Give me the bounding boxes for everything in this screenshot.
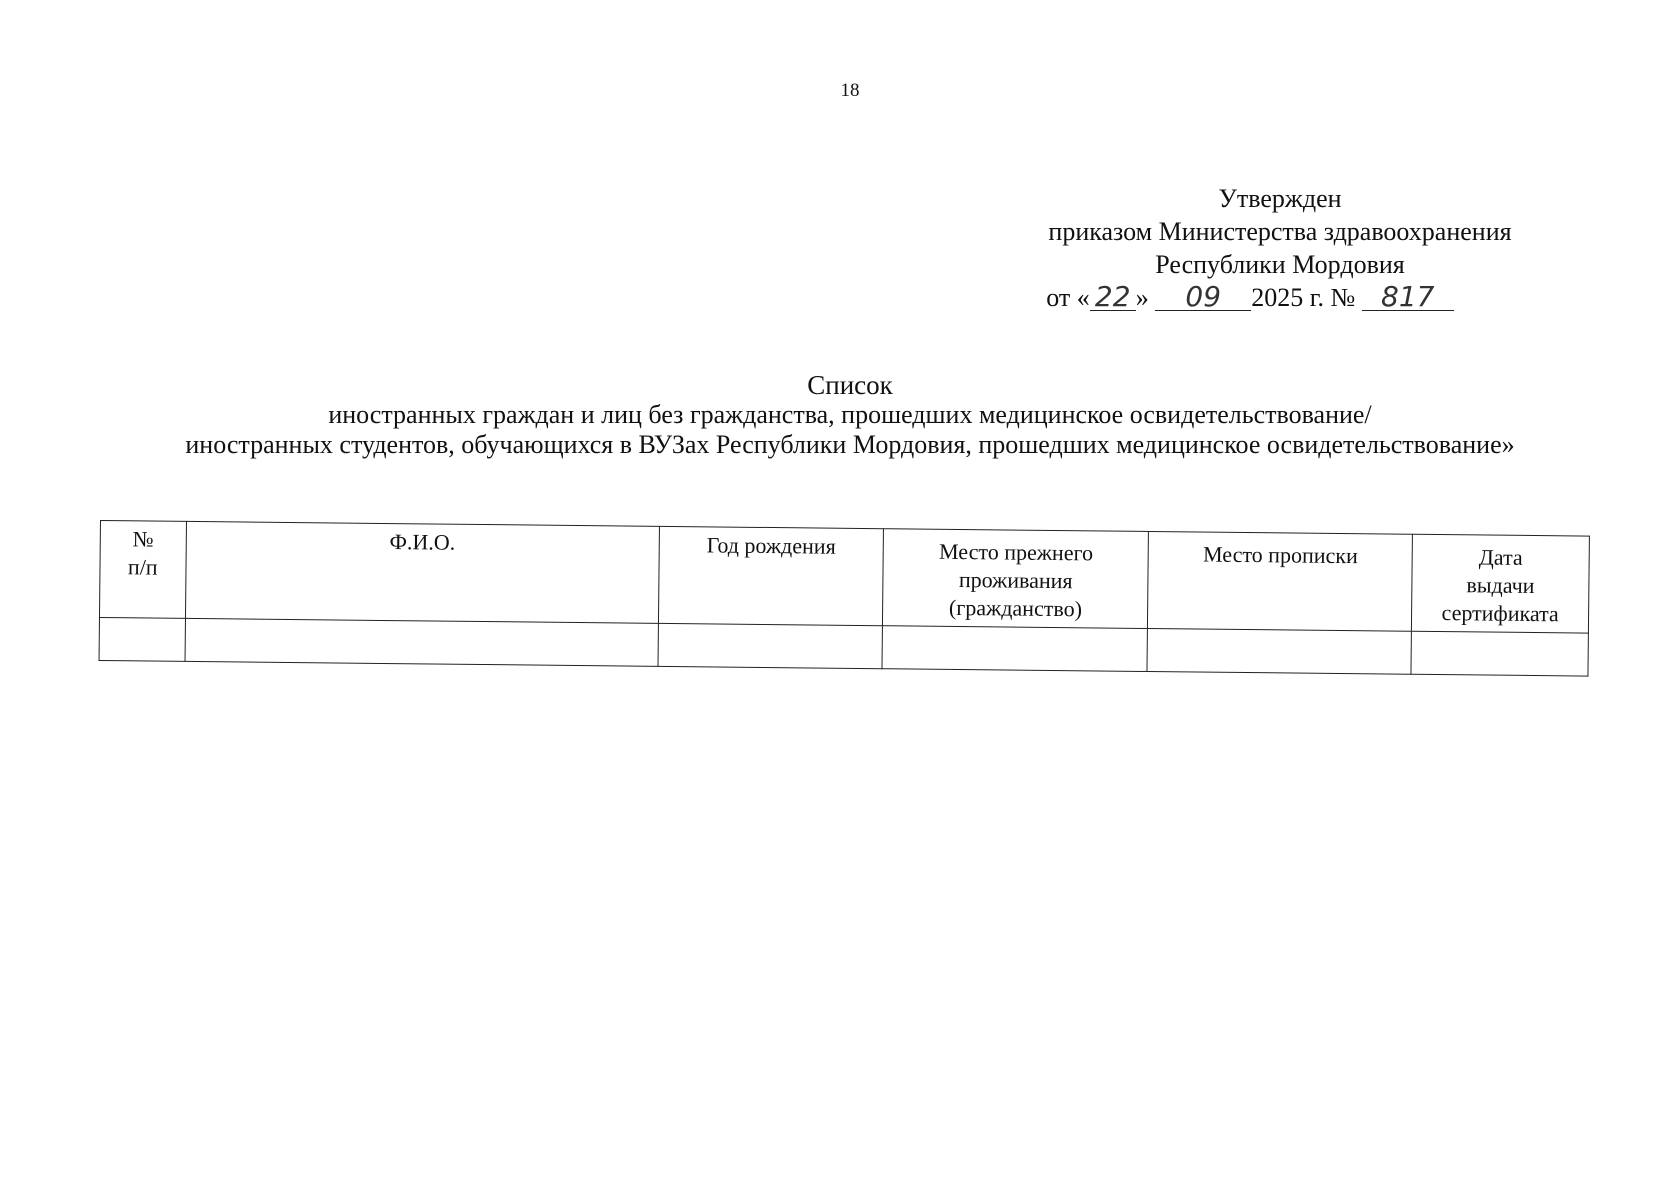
cell-certificate-date xyxy=(1411,631,1588,676)
handwritten-month: 09 xyxy=(1155,284,1251,311)
approval-line-3: Республики Мордовия xyxy=(1155,250,1405,279)
header-date-line-1: Дата xyxy=(1478,544,1523,570)
register-table xyxy=(99,520,1590,677)
header-date-line-3: сертификата xyxy=(1441,600,1559,627)
document-subtitle-line-1: иностранных граждан и лиц без гражданства, прошедших медицинское освидетельствование/ xyxy=(328,400,1372,429)
cell-registration xyxy=(1147,628,1411,674)
header-prev-line-2: проживания xyxy=(958,566,1073,594)
header-date-line-2: выдачи xyxy=(1466,572,1535,599)
date-year-text: 2025 г. № xyxy=(1251,283,1356,312)
header-previous-residence xyxy=(883,529,1149,629)
header-number-line-2: п/п xyxy=(127,554,158,580)
document-title-block xyxy=(80,370,1620,460)
header-certificate-date xyxy=(1412,534,1590,633)
page-number: 18 xyxy=(840,80,860,101)
header-registration xyxy=(1148,531,1413,631)
header-number xyxy=(99,521,186,619)
approval-line-2: приказом Министерства здравоохранения xyxy=(1048,217,1512,246)
header-prev-line-1: Место прежнего xyxy=(938,538,1094,566)
header-prev-line-3: (гражданство) xyxy=(948,594,1083,622)
header-registration-label: Место прописки xyxy=(1202,541,1358,569)
header-birth-year-label: Год рождения xyxy=(706,532,836,559)
approval-line-1: Утвержден xyxy=(1218,184,1342,213)
table-header-row xyxy=(99,521,1589,634)
cell-fio xyxy=(185,618,658,666)
document-title: Список xyxy=(807,370,893,400)
cell-previous-residence xyxy=(882,626,1147,672)
approval-stamp xyxy=(1000,182,1560,314)
document-subtitle-line-2: иностранных студентов, обучающихся в ВУЗах Республики Мордовия, прошедших медицинское освидетельствование» xyxy=(185,430,1515,459)
handwritten-day: 22 xyxy=(1090,284,1136,311)
date-after-day: » xyxy=(1135,283,1149,312)
header-fio xyxy=(185,521,659,623)
cell-birth-year xyxy=(657,623,882,668)
header-fio-label: Ф.И.О. xyxy=(389,529,456,555)
cell-number xyxy=(99,617,185,661)
header-number-line-1: № xyxy=(132,526,154,552)
handwritten-order-number: 817 xyxy=(1362,284,1454,311)
date-prefix: от « xyxy=(1046,283,1090,312)
header-birth-year xyxy=(658,526,884,625)
approval-date-line xyxy=(1046,281,1454,314)
